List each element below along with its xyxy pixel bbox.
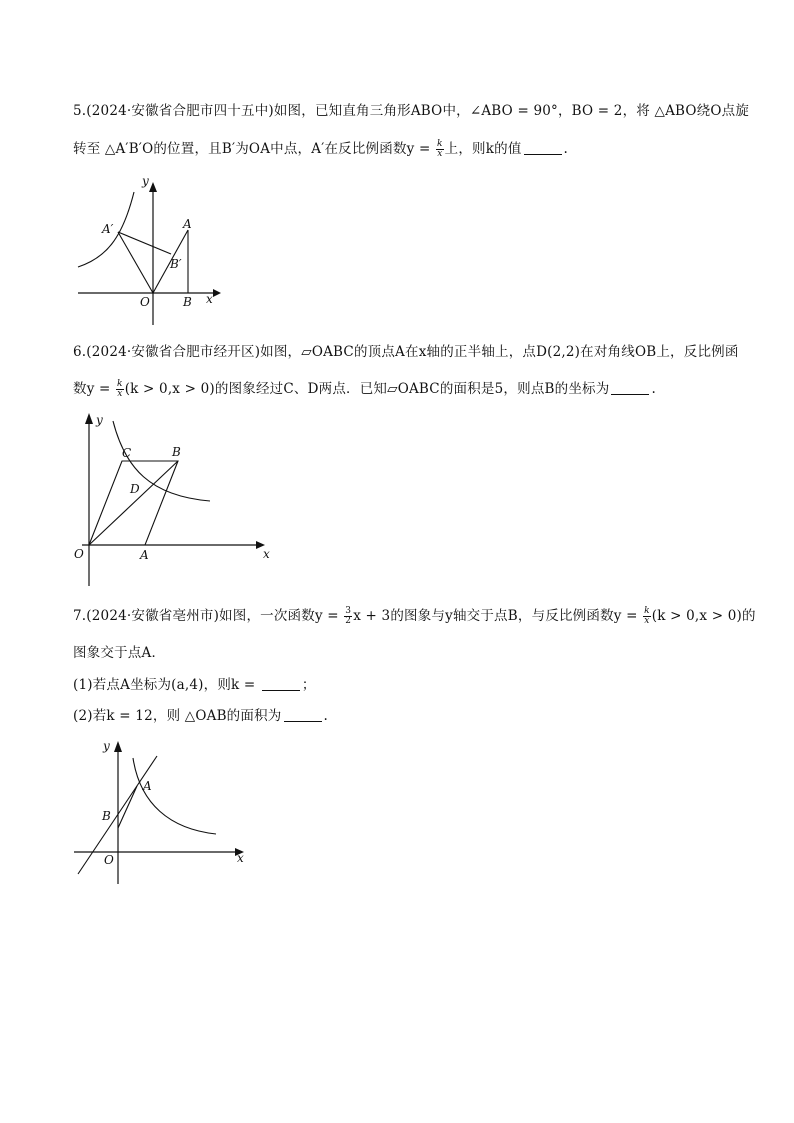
- problem-6-line-2: [73, 379, 656, 399]
- part-1-text: (1)若点A坐标为(a,4)，则k =: [73, 677, 256, 693]
- fraction-k-over-x: $\frac{k}{x}$: [117, 379, 123, 399]
- segment-B-A: [118, 786, 137, 828]
- label-x: x: [263, 547, 270, 561]
- label-B-prime: B′: [170, 257, 182, 271]
- fraction-3-over-2: $\frac{3}{2}$: [345, 606, 352, 626]
- problem-7-line-2: [73, 643, 165, 663]
- fraction-k-over-x: $\frac{k}{x}$: [437, 139, 443, 159]
- problem-text: 数y =: [73, 381, 111, 397]
- problem-text: (k > 0,x > 0)的图象经过C、D两点．已知▱OABC的面积是5，则点B的坐标为: [124, 381, 610, 397]
- label-O: O: [140, 295, 150, 309]
- part-2-text: (2)若k = 12，则 △OAB的面积为: [73, 708, 282, 724]
- problem-text: 转至 △A′B′O的位置，且B′为OA中点，A′在反比例函数y =: [73, 141, 431, 157]
- problem-number: 6.: [73, 344, 87, 360]
- figure-problem-5: [70, 170, 230, 330]
- y-axis-arrow: [114, 741, 122, 752]
- label-A-prime: A′: [102, 222, 114, 236]
- label-A: A: [143, 779, 152, 793]
- label-B: B: [183, 295, 192, 309]
- answer-blank[interactable]: [524, 140, 562, 155]
- semicolon: ；: [301, 677, 316, 693]
- y-axis-arrow: [149, 182, 157, 192]
- problem-text: 图象交于点A．: [73, 645, 166, 661]
- problem-text: x + 3的图象与y轴交于点B，与反比例函数y =: [353, 608, 638, 624]
- label-y: y: [142, 174, 149, 188]
- label-x: x: [206, 292, 213, 306]
- label-B: B: [172, 445, 181, 459]
- label-A: A: [183, 217, 192, 231]
- problem-text: (2024·安徽省亳州市)如图，一次函数y =: [86, 608, 339, 624]
- segment-A-prime-O: [118, 232, 153, 293]
- period: .: [563, 141, 569, 157]
- label-y: y: [96, 413, 103, 427]
- x-axis-arrow: [213, 289, 221, 297]
- label-x: x: [237, 851, 244, 865]
- segment-A-prime-B-prime: [118, 232, 171, 254]
- hyperbola-curve: [133, 758, 216, 834]
- figure-problem-7: [70, 734, 260, 889]
- problem-6-line-1: [73, 342, 739, 362]
- y-axis-arrow: [85, 413, 93, 424]
- problem-text: (2024·安徽省合肥市四十五中)如图，已知直角三角形ABO中，∠ABO = 90°，BO = 2，将 △ABO绕O点旋: [86, 103, 750, 119]
- figure-problem-6: [70, 408, 280, 593]
- label-A: A: [140, 548, 149, 562]
- answer-blank[interactable]: [262, 676, 300, 691]
- label-O: O: [74, 547, 84, 561]
- problem-text: 上，则k的值: [444, 141, 522, 157]
- problem-number: 7.: [73, 608, 87, 624]
- diagonal-OB: [89, 461, 178, 545]
- label-B: B: [102, 809, 111, 823]
- answer-blank[interactable]: [611, 380, 649, 395]
- label-y: y: [103, 739, 110, 753]
- problem-text: (2024·安徽省合肥市经开区)如图，▱OABC的顶点A在x轴的正半轴上，点D(2,2)在对角线OB上，反比例函: [86, 344, 739, 360]
- fraction-k-over-x: $\frac{k}{x}$: [644, 606, 650, 626]
- label-O: O: [104, 853, 114, 867]
- problem-7-line-1: [73, 606, 756, 626]
- answer-blank[interactable]: [284, 707, 322, 722]
- label-C: C: [122, 446, 132, 460]
- period: .: [323, 708, 328, 724]
- problem-7-part-2: [73, 706, 328, 726]
- label-D: D: [130, 482, 140, 496]
- problem-7-part-1: [73, 675, 316, 695]
- problem-number: 5.: [73, 103, 87, 119]
- problem-text: (k > 0,x > 0)的: [651, 608, 756, 624]
- period: .: [651, 381, 656, 397]
- problem-5-line-1: [73, 101, 749, 121]
- problem-5-line-2: [73, 139, 568, 159]
